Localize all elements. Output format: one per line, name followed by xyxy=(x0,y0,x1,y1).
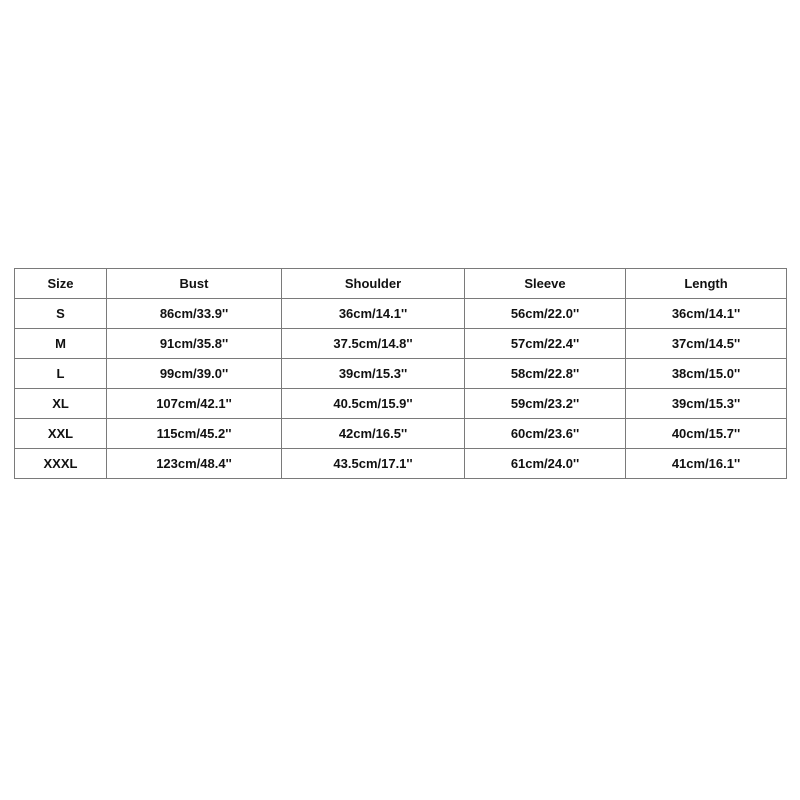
size-cell: S xyxy=(15,299,107,329)
bust-cell: 107cm/42.1'' xyxy=(107,389,282,419)
sleeve-cell: 61cm/24.0'' xyxy=(465,449,626,479)
shoulder-cell: 37.5cm/14.8'' xyxy=(282,329,465,359)
sleeve-cell: 60cm/23.6'' xyxy=(465,419,626,449)
shoulder-cell: 36cm/14.1'' xyxy=(282,299,465,329)
sleeve-cell: 59cm/23.2'' xyxy=(465,389,626,419)
header-sleeve: Sleeve xyxy=(465,269,626,299)
length-cell: 41cm/16.1'' xyxy=(626,449,787,479)
length-cell: 37cm/14.5'' xyxy=(626,329,787,359)
bust-cell: 99cm/39.0'' xyxy=(107,359,282,389)
table-row xyxy=(15,419,787,449)
shoulder-cell: 39cm/15.3'' xyxy=(282,359,465,389)
table-row xyxy=(15,359,787,389)
table-row xyxy=(15,299,787,329)
length-cell: 40cm/15.7'' xyxy=(626,419,787,449)
size-chart-table xyxy=(14,268,787,479)
sleeve-cell: 57cm/22.4'' xyxy=(465,329,626,359)
bust-cell: 91cm/35.8'' xyxy=(107,329,282,359)
table-row xyxy=(15,389,787,419)
length-cell: 39cm/15.3'' xyxy=(626,389,787,419)
size-cell: XL xyxy=(15,389,107,419)
sleeve-cell: 58cm/22.8'' xyxy=(465,359,626,389)
sleeve-cell: 56cm/22.0'' xyxy=(465,299,626,329)
length-cell: 38cm/15.0'' xyxy=(626,359,787,389)
length-cell: 36cm/14.1'' xyxy=(626,299,787,329)
table-header-row xyxy=(15,269,787,299)
size-cell: L xyxy=(15,359,107,389)
header-shoulder: Shoulder xyxy=(282,269,465,299)
header-size: Size xyxy=(15,269,107,299)
shoulder-cell: 43.5cm/17.1'' xyxy=(282,449,465,479)
size-cell: XXL xyxy=(15,419,107,449)
header-length: Length xyxy=(626,269,787,299)
bust-cell: 123cm/48.4'' xyxy=(107,449,282,479)
size-cell: M xyxy=(15,329,107,359)
shoulder-cell: 40.5cm/15.9'' xyxy=(282,389,465,419)
bust-cell: 86cm/33.9'' xyxy=(107,299,282,329)
bust-cell: 115cm/45.2'' xyxy=(107,419,282,449)
table-row xyxy=(15,329,787,359)
table-row xyxy=(15,449,787,479)
size-cell: XXXL xyxy=(15,449,107,479)
shoulder-cell: 42cm/16.5'' xyxy=(282,419,465,449)
header-bust: Bust xyxy=(107,269,282,299)
